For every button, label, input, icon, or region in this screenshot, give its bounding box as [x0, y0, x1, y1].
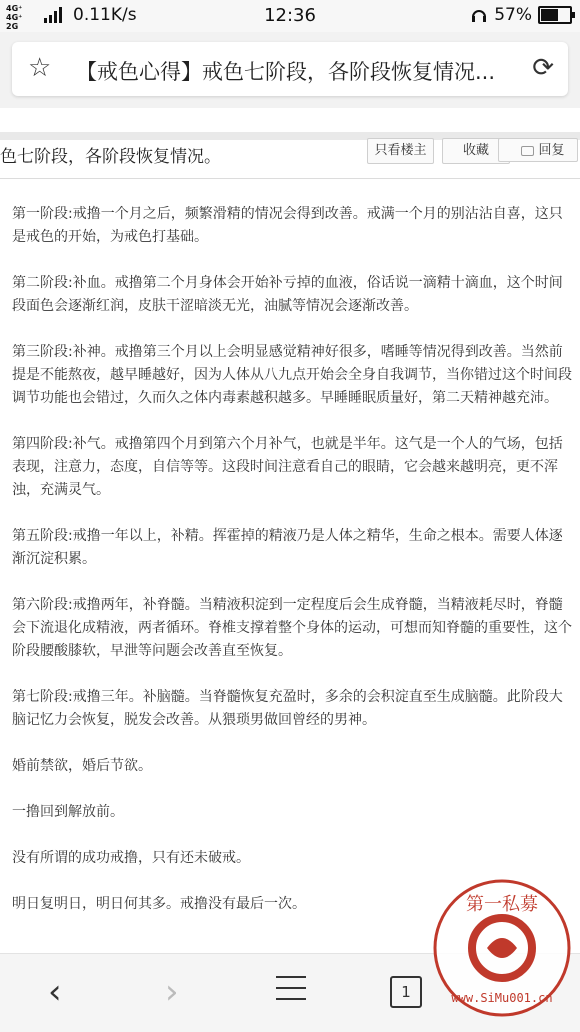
- reload-icon[interactable]: ⟳: [532, 53, 554, 83]
- page-title-display[interactable]: 【戒色心得】戒色七阶段，各阶段恢复情况...: [76, 60, 496, 84]
- battery-icon: [538, 6, 572, 24]
- paragraph: 第五阶段:戒撸一年以上，补精。挥霍掉的精液乃是人体之精华，生命之根本。需要人体逐渐沉淀积累。: [12, 528, 563, 567]
- paragraph: 明日复明日，明日何其多。戒撸没有最后一次。: [12, 896, 306, 912]
- paragraph: 没有所谓的成功戒撸，只有还未破戒。: [12, 850, 250, 866]
- paragraph: 第七阶段:戒撸三年。补脑髓。当脊髓恢复充盈时，多余的会积淀直至生成脑髓。此阶段大脑记忆力会恢复，脱发会改善。从猥琐男做回曾经的男神。: [12, 689, 563, 728]
- status-bar: [0, 0, 580, 32]
- paragraph: 第一阶段:戒撸一个月之后，频繁滑精的情况会得到改善。戒满一个月的别沾沾自喜，这只是戒色的开始，为戒色打基础。: [12, 206, 563, 245]
- clock: 12:36: [264, 5, 316, 26]
- post-content: [12, 203, 574, 939]
- forward-icon[interactable]: ›: [165, 972, 179, 1012]
- paragraph: 婚前禁欲，婚后节欲。: [12, 758, 152, 774]
- paragraph: 一撸回到解放前。: [12, 804, 124, 820]
- battery-percent: 57%: [494, 5, 532, 25]
- paragraph: 第二阶段:补血。戒撸第二个月身体会开始补亏掉的血液，俗话说一滴精十滴血，这个时间段面色会逐渐红润，皮肤干涩暗淡无光，油腻等情况会逐渐改善。: [12, 275, 563, 314]
- network-top: 4G⁺ 4G⁺: [6, 4, 23, 22]
- favorite-button[interactable]: 收藏: [442, 138, 510, 164]
- status-right: [470, 5, 572, 25]
- svg-text:第一私募: 第一私募: [466, 894, 538, 915]
- reply-icon: [521, 146, 534, 156]
- headset-icon: [470, 6, 488, 24]
- reply-button[interactable]: [498, 138, 578, 162]
- thread-title: 色七阶段，各阶段恢复情况。: [0, 147, 221, 167]
- tabs-button[interactable]: 1: [390, 976, 422, 1008]
- owner-only-button[interactable]: 只看楼主: [367, 138, 434, 164]
- back-icon[interactable]: ‹: [48, 972, 62, 1012]
- thread-header: [0, 130, 580, 179]
- reply-label: 回复: [538, 143, 565, 158]
- paragraph: 第四阶段:补气。戒撸第四个月到第六个月补气，也就是半年。这气是一个人的气场，包括表现，注意力，态度，自信等等。这段时间注意看自己的眼睛，它会越来越明亮，更不浑浊，充满灵气。: [12, 436, 563, 498]
- browser-address-bar: [0, 32, 580, 108]
- network-bottom: 2G: [6, 22, 19, 31]
- svg-text:www.SiMu001.cn: www.SiMu001.cn: [451, 991, 553, 1005]
- network-speed: 0.11K/s: [73, 5, 137, 25]
- watermark-logo: [432, 878, 572, 1018]
- battery-fill: [541, 9, 558, 21]
- bookmark-star-icon[interactable]: ☆: [28, 53, 52, 83]
- url-box[interactable]: [12, 42, 568, 96]
- paragraph: 第三阶段:补神。戒撸第三个月以上会明显感觉精神好很多，嗜睡等情况得到改善。当然前提是不能熬夜，越早睡越好，因为人体从八九点开始会全身自我调节，当你错过这个时间段调节功能也会错过，久而久之体内毒素越积越多。早睡睡眠质量好，第二天精神越充沛。: [12, 344, 572, 406]
- paragraph: 第六阶段:戒撸两年，补脊髓。当精液积淀到一定程度后会生成脊髓，当精液耗尽时，脊髓会下流退化成精液，两者循环。脊椎支撑着整个身体的运动，可想而知脊髓的重要性，这个阶段腰酸膝软，早泄等问题会改善直至恢复。: [12, 597, 572, 659]
- menu-icon[interactable]: [276, 976, 306, 1000]
